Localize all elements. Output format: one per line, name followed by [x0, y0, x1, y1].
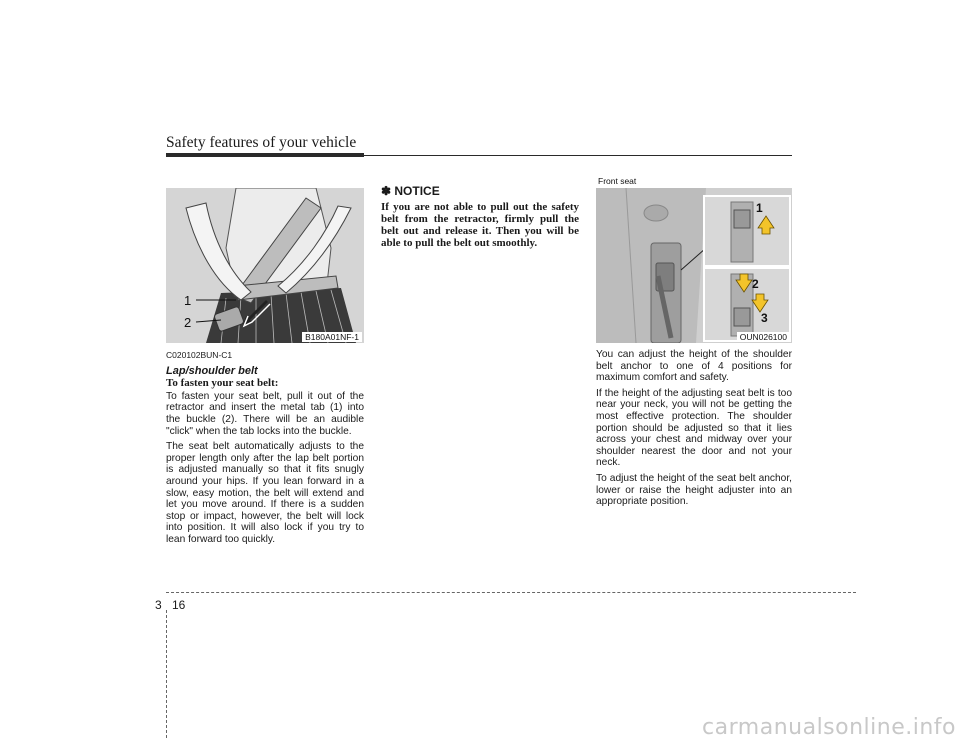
section-number: 3: [155, 598, 162, 612]
callout-1: 1: [756, 201, 763, 215]
page-number: 16: [172, 598, 186, 612]
callout-3: 3: [761, 311, 768, 325]
belt-height-adjuster-illustration: [596, 188, 792, 343]
section-subtitle: Lap/shoulder belt: [166, 364, 258, 377]
paragraph: To fasten your seat belt, pull it out of the retractor and insert the metal tab (1) into the buckle (2). There will be an audible "click" when the tab locks into the buckle.: [166, 390, 364, 437]
header-rule: [364, 155, 792, 156]
height-adjuster-drawing: [596, 188, 792, 343]
paragraph: You can adjust the height of the shoulder belt anchor to one of 4 positions for maximum comfort and safety.: [596, 349, 792, 384]
section-code: C020102BUN-C1: [166, 350, 233, 360]
watermark-text: carmanualsonline.info: [702, 715, 956, 740]
figure-caption: Front seat: [598, 176, 637, 186]
notice-box: [381, 186, 579, 253]
seat-belt-drawing: [166, 188, 364, 343]
seat-belt-fasten-illustration: [166, 188, 364, 343]
callout-2: 2: [752, 277, 759, 291]
callout-2: 2: [184, 315, 192, 330]
header-bar: [166, 153, 364, 157]
figure-code: B180A01NF-1: [302, 332, 362, 342]
paragraph: If the height of the adjusting seat belt is too near your neck, you will not be getting the most effective protection. The shoulder portion should be adjusted so that it lies across your chest and midway over your shoulder nearest the door and not your neck.: [596, 387, 792, 469]
footer-rule: [166, 592, 856, 593]
notice-body: If you are not able to pull out the safety belt from the retractor, firmly pull the belt out and release it. Then you will be able to pull the belt out smoothly.: [381, 200, 579, 249]
figure-code: OUN026100: [737, 332, 790, 342]
paragraph: The seat belt automatically adjusts to the proper length only after the lap belt portion is adjusted manually so that it fits snugly around your hips. If you lean forward in a slow, easy motion, the belt will extend and let you move around. If there is a sudden stop or impact, however, the belt will lock into position. It will also lock if you try to lean forward too quickly.: [166, 441, 364, 545]
right-column: [596, 349, 792, 512]
footer-divider: [166, 610, 167, 738]
left-column: [166, 350, 364, 550]
callout-1: 1: [184, 293, 192, 308]
notice-title: ✽ NOTICE: [381, 184, 440, 198]
section-heading: To fasten your seat belt:: [166, 377, 279, 390]
paragraph: To adjust the height of the seat belt anchor, lower or raise the height adjuster into an appropriate position.: [596, 472, 792, 508]
page-header-title: Safety features of your vehicle: [166, 134, 357, 151]
